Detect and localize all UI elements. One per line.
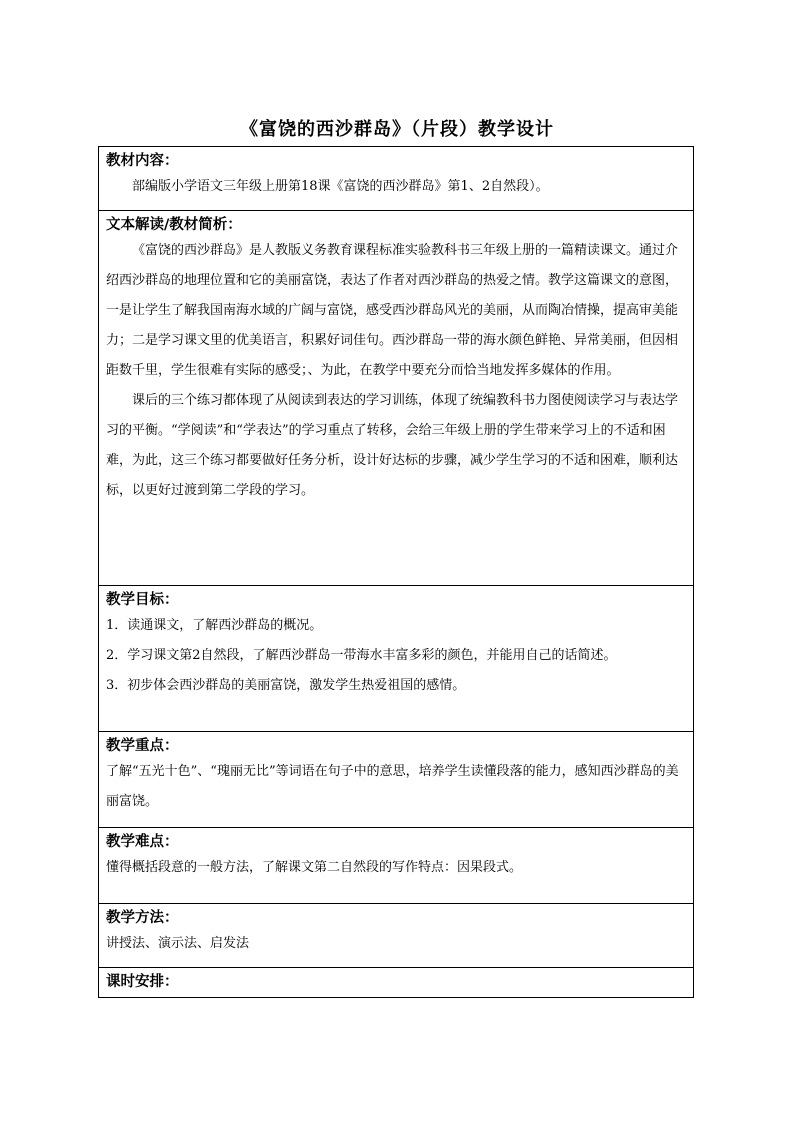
section-key-points [99, 732, 694, 828]
section-heading: 文本解读/教材简析： [106, 217, 242, 233]
section-heading: 课时安排： [106, 974, 179, 990]
section-difficulties [99, 828, 694, 904]
section-analysis [99, 211, 694, 586]
section-text: 讲授法、演示法、启发法 [106, 936, 250, 951]
section-text: 了解“五光十色”、“瑰丽无比”等词语在句子中的意思，培养学生读懂段落的能力，感知西沙群岛的美丽富饶。 [106, 764, 679, 809]
section-heading: 教学目标： [106, 592, 179, 608]
section-heading: 教材内容： [106, 153, 179, 169]
section-heading: 教学方法： [106, 910, 179, 926]
analysis-paragraph-2: 课后的三个练习都体现了从阅读到表达的学习训练，体现了统编教科书力图使阅读学习与表达学习的平衡。“学阅读”和“学表达”的学习重点了转移，会给三年级上册的学生带来学习上的不适和困难，为此，这三个练习都要做好任务分析，设计好达标的步骤，减少学生学习的不适和困难，顺利达标，以更好过渡到第二学段的学习。 [106, 393, 679, 498]
section-heading: 教学难点： [106, 834, 179, 850]
document-title: 《富饶的西沙群岛》（片段）教学设计 [240, 119, 554, 140]
goal-item: 2．学习课文第2自然段，了解西沙群岛一带海水丰富多彩的颜色，并能用自己的话简述。 [106, 648, 617, 663]
goal-item: 3．初步体会西沙群岛的美丽富饶，激发学生热爱祖国的感情。 [106, 678, 466, 693]
section-text: 懂得概括段意的一般方法，了解课文第二自然段的写作特点：因果段式。 [106, 860, 523, 875]
lesson-plan-table [98, 146, 694, 998]
section-methods [99, 904, 694, 968]
analysis-paragraph-1: 《富饶的西沙群岛》是人教版义务教育课程标准实验教科书三年级上册的一篇精读课文。通过介绍西沙群岛的地理位置和它的美丽富饶，表达了作者对西沙群岛的热爱之情。教学这篇课文的意图，一是让学生了解我国南海水域的广阔与富饶，感受西沙群岛风光的美丽，从而陶冶情操，提高审美能力；二是学习课文里的优美语言，积累好词佳句。西沙群岛一带的海水颜色鲜艳、异常美丽，但因相距数千里，学生很难有实际的感受；、为此，在教学中要充分而恰当地发挥多媒体的作用。 [106, 243, 679, 378]
goal-item: 1．读通课文，了解西沙群岛的概况。 [106, 618, 323, 633]
section-text: 部编版小学语文三年级上册第18课《富饶的西沙群岛》第1、2自然段）。 [132, 179, 549, 194]
section-heading: 教学重点： [106, 738, 179, 754]
section-content [99, 147, 694, 211]
section-goals [99, 586, 694, 732]
section-schedule [99, 968, 694, 998]
